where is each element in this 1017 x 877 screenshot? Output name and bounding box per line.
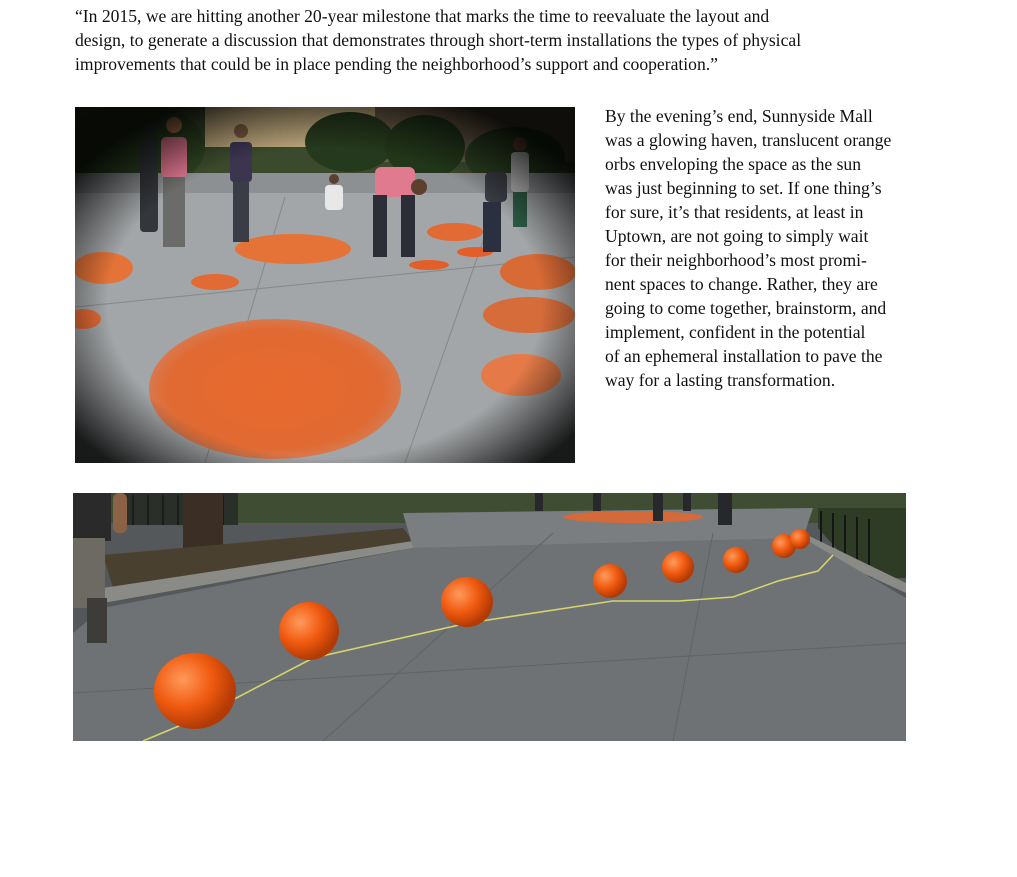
- article-body-text: [605, 104, 935, 392]
- photo-orange-balloons: [73, 493, 906, 741]
- body-line: for their neighborhood’s most promi-: [605, 250, 867, 270]
- body-line: was just beginning to set. If one thing’s: [605, 178, 882, 198]
- body-line: going to come together, brainstorm, and: [605, 298, 887, 318]
- body-line: of an ephemeral installation to pave the: [605, 346, 883, 366]
- body-line: way for a lasting transformation.: [605, 370, 836, 390]
- body-line: implement, confident in the potential: [605, 322, 866, 342]
- body-line: orbs enveloping the space as the sun: [605, 154, 862, 174]
- quote-line: “In 2015, we are hitting another 20-year milestone that marks the time to reevaluate the layout and: [75, 6, 770, 26]
- body-line: for sure, it’s that residents, at least in: [605, 202, 864, 222]
- quote-line: design, to generate a discussion that demonstrates through short-term installations the types of physical: [75, 30, 802, 50]
- body-line: was a glowing haven, translucent orange: [605, 130, 892, 150]
- body-line: By the evening’s end, Sunnyside Mall: [605, 106, 873, 126]
- quote-line: improvements that could be in place pending the neighborhood’s support and cooperation.”: [75, 54, 718, 74]
- body-line: Uptown, are not going to simply wait: [605, 226, 869, 246]
- body-line: nent spaces to change. Rather, they are: [605, 274, 878, 294]
- photo-painting-circles: [75, 107, 575, 463]
- pull-quote: [75, 4, 955, 76]
